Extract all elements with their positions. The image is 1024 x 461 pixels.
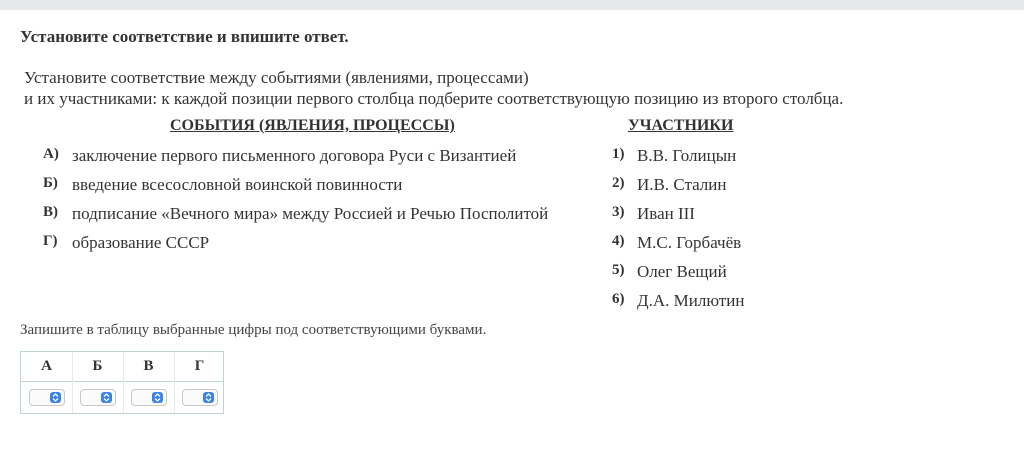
event-mark: Г) bbox=[43, 233, 58, 249]
event-text: подписание «Вечного мира» между Россией и Речью Посполитой bbox=[72, 204, 549, 223]
event-mark: А) bbox=[43, 146, 59, 162]
participant-mark: 3) bbox=[612, 204, 625, 220]
event-mark: В) bbox=[43, 204, 58, 220]
answer-header-g: Г bbox=[194, 358, 205, 374]
answer-select-g[interactable] bbox=[182, 389, 218, 406]
participant-mark: 2) bbox=[612, 175, 625, 191]
event-text: введение всесословной воинской повинности bbox=[72, 175, 403, 194]
participant-text: И.В. Сталин bbox=[637, 175, 727, 194]
event-text: образование СССР bbox=[72, 233, 210, 252]
answer-instruction: Запишите в таблицу выбранные цифры под соответствующими буквами. bbox=[20, 322, 487, 338]
participant-mark: 6) bbox=[612, 291, 625, 307]
answer-header-b: Б bbox=[92, 358, 103, 374]
table-divider bbox=[21, 381, 223, 382]
answer-table bbox=[20, 351, 224, 414]
select-stepper-icon bbox=[152, 392, 163, 403]
event-mark: Б) bbox=[43, 175, 58, 191]
participant-text: Д.А. Милютин bbox=[637, 291, 745, 310]
answer-select-b[interactable] bbox=[80, 389, 116, 406]
intro-line-1: Установите соответствие между событиями (явлениями, процессами) bbox=[24, 68, 529, 87]
select-stepper-icon bbox=[50, 392, 61, 403]
participant-mark: 4) bbox=[612, 233, 625, 249]
answer-header-v: В bbox=[143, 358, 154, 374]
top-bar bbox=[0, 0, 1024, 10]
participant-mark: 5) bbox=[612, 262, 625, 278]
participants-column-header: УЧАСТНИКИ bbox=[628, 117, 734, 134]
participant-mark: 1) bbox=[612, 146, 625, 162]
answer-header-a: А bbox=[41, 358, 52, 374]
answer-select-a[interactable] bbox=[29, 389, 65, 406]
table-column-divider bbox=[72, 352, 73, 413]
participant-text: В.В. Голицын bbox=[637, 146, 737, 165]
select-stepper-icon bbox=[101, 392, 112, 403]
participant-text: Олег Вещий bbox=[637, 262, 727, 281]
event-text: заключение первого письменного договора Руси с Византией bbox=[72, 146, 517, 165]
events-column-header: СОБЫТИЯ (ЯВЛЕНИЯ, ПРОЦЕССЫ) bbox=[170, 117, 455, 134]
intro-line-2: и их участниками: к каждой позиции первого столбца подберите соответствующую позицию из второго столбца. bbox=[24, 89, 844, 108]
participant-text: Иван III bbox=[637, 204, 695, 223]
answer-select-v[interactable] bbox=[131, 389, 167, 406]
table-column-divider bbox=[174, 352, 175, 413]
task-intro bbox=[24, 67, 1004, 109]
table-column-divider bbox=[123, 352, 124, 413]
select-stepper-icon bbox=[203, 392, 214, 403]
participant-text: М.С. Горбачёв bbox=[637, 233, 742, 252]
task-title: Установите соответствие и впишите ответ. bbox=[20, 27, 349, 46]
